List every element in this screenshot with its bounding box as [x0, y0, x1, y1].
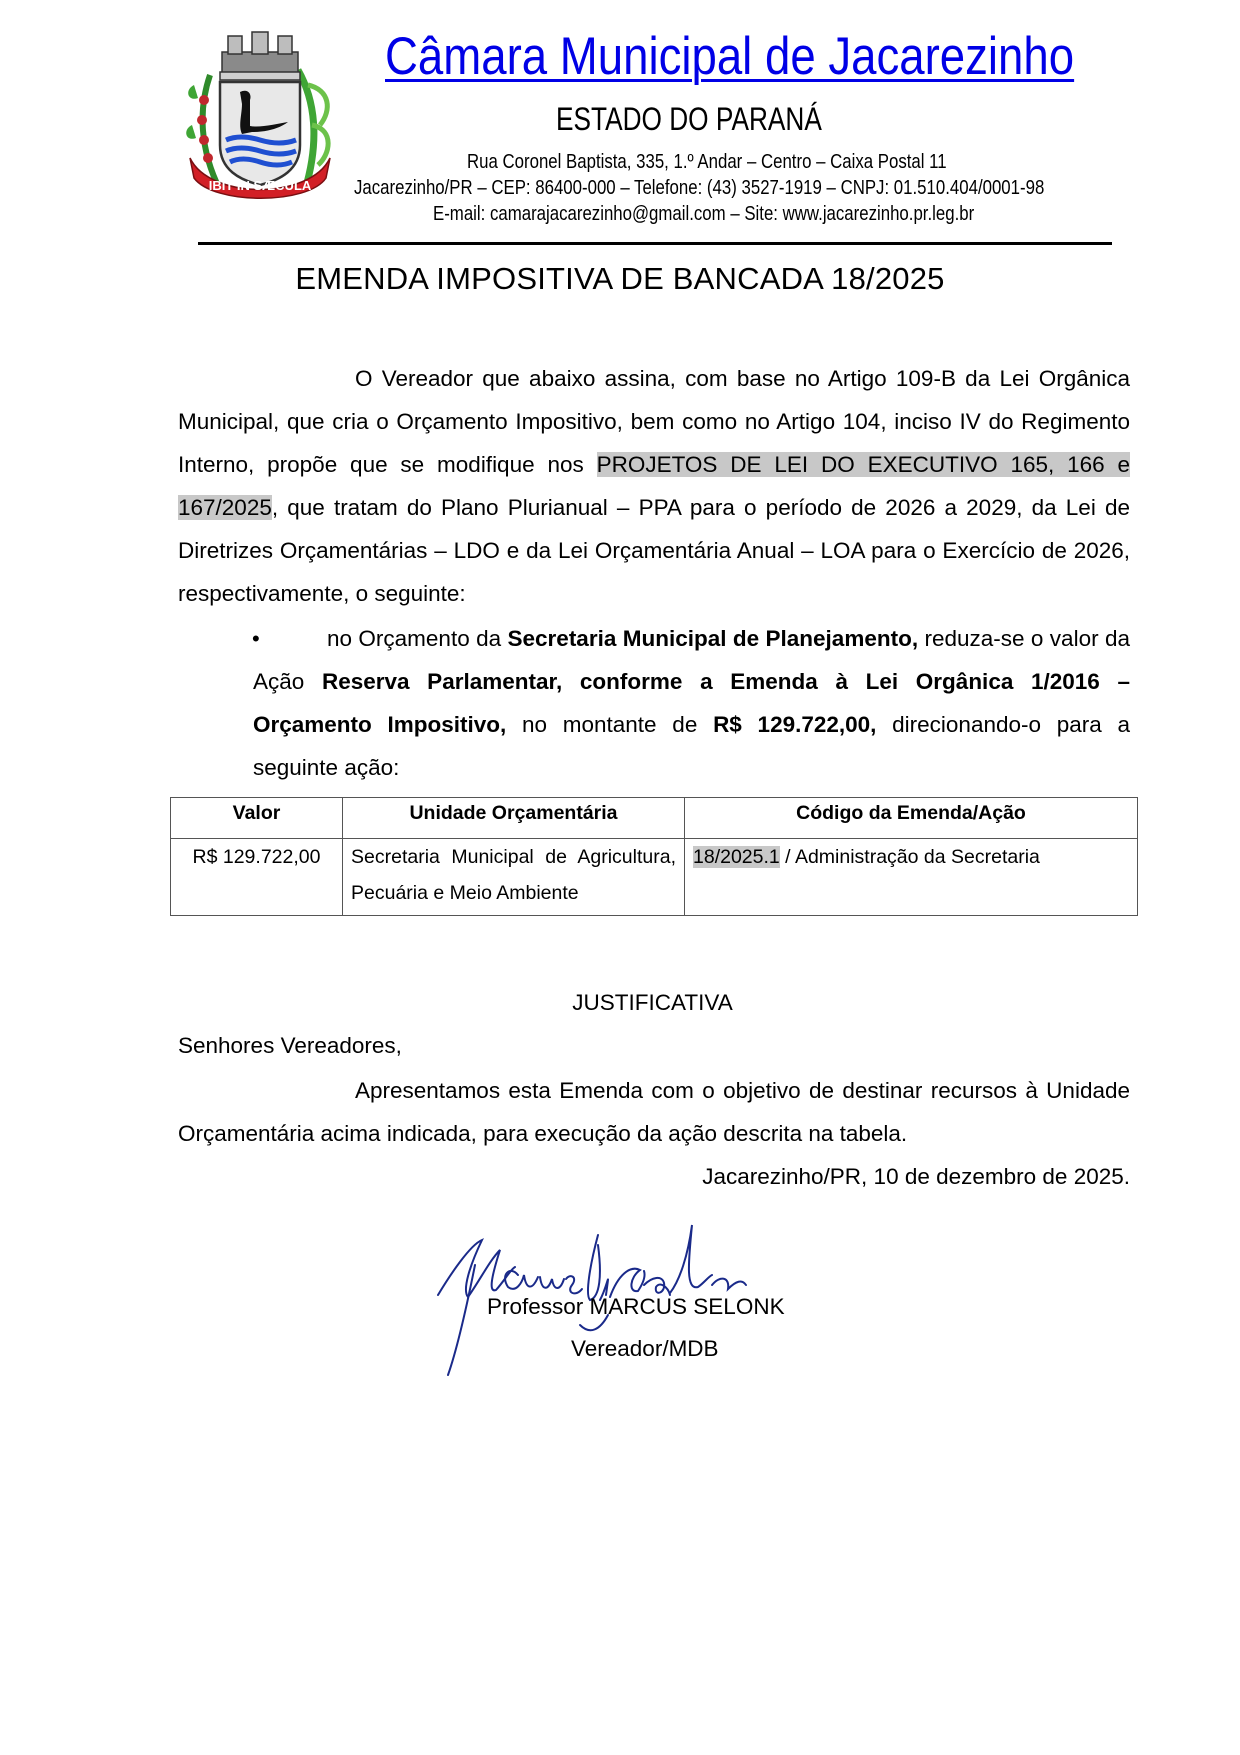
greeting: Senhores Vereadores, [178, 1033, 402, 1058]
signer-name: Professor MARCUS SELONK [487, 1294, 785, 1319]
header-codigo: Código da Emenda/Ação [685, 798, 1138, 839]
bullet-bold-acao: Reserva Parlamentar, conforme a Emenda à Lei Orgânica 1/2016 – Orçamento Impositivo, [253, 669, 1130, 737]
signer-role: Vereador/MDB [571, 1336, 719, 1361]
cell-unidade: Secretaria Municipal de Agricultura, Pecuária e Meio Ambiente [343, 839, 685, 916]
table-row [171, 839, 1138, 916]
intro-text: O Vereador que abaixo assina, com base no Artigo 109-B da Lei Orgânica Municipal, que cria o Orçamento Impositivo, bem como no Artigo 104, inciso IV do Regimento Interno, propõe que se modifique nos [178, 366, 1130, 477]
bullet-text: no montante de [506, 712, 714, 737]
coat-of-arms-icon [180, 30, 340, 210]
org-state: ESTADO DO PARANÁ [556, 101, 822, 137]
header-valor: Valor [171, 798, 343, 839]
header-divider [198, 242, 1112, 245]
amendment-code: 18/2025.1 [693, 846, 780, 868]
contact-line: Jacarezinho/PR – CEP: 86400-000 – Telefone: (43) 3527-1919 – CNPJ: 01.510.404/0001-98 [354, 176, 1045, 199]
document-title: EMENDA IMPOSITIVA DE BANCADA 18/2025 [295, 261, 945, 296]
logo-motto: IBIT IN SÆCULA [208, 178, 312, 193]
bullet-bold-secretaria: Secretaria Municipal de Planejamento, [507, 626, 919, 651]
address-line: Rua Coronel Baptista, 335, 1.º Andar – Centro – Caixa Postal 11 [467, 150, 947, 173]
table-header-row [171, 798, 1138, 839]
bullet-text: reduza-se o valor da Ação [253, 626, 1130, 694]
bullet-bold-amount: R$ 129.722,00, [713, 712, 877, 737]
intro-paragraph [178, 357, 1130, 615]
justification-heading: JUSTIFICATIVA [572, 990, 733, 1015]
justification-paragraph: Apresentamos esta Emenda com o objetivo de destinar recursos à Unidade Orçamentária acima indicada, para execução da ação descrita na tabela. [178, 1078, 1130, 1146]
intro-text-cont: , que tratam do Plano Plurianual – PPA para o período de 2026 a 2029, da Lei de Diretrizes Orçamentárias – LDO e da Lei Orçamentária Anual – LOA para o Exercício de 2026, respectivamente, o seguinte: [178, 495, 1130, 606]
bullet-item [253, 617, 1130, 789]
amendment-table [170, 797, 1138, 916]
bullet-text: no Orçamento da [327, 626, 508, 651]
cell-valor: R$ 129.722,00 [171, 839, 343, 916]
header-unidade: Unidade Orçamentária [343, 798, 685, 839]
bullet-text: direcionando-o para a seguinte ação: [253, 712, 1131, 780]
cell-codigo [685, 839, 1138, 916]
org-title: Câmara Municipal de Jacarezinho [385, 27, 1075, 86]
action-name: / Administração da Secretaria [779, 846, 1040, 868]
bullet-icon: • [252, 626, 260, 651]
highlighted-projects: PROJETOS DE LEI DO EXECUTIVO 165, 166 e 167/2025 [178, 452, 1130, 520]
email-site-line: E-mail: camarajacarezinho@gmail.com – Site: www.jacarezinho.pr.leg.br [433, 202, 975, 225]
date-line: Jacarezinho/PR, 10 de dezembro de 2025. [702, 1164, 1130, 1189]
